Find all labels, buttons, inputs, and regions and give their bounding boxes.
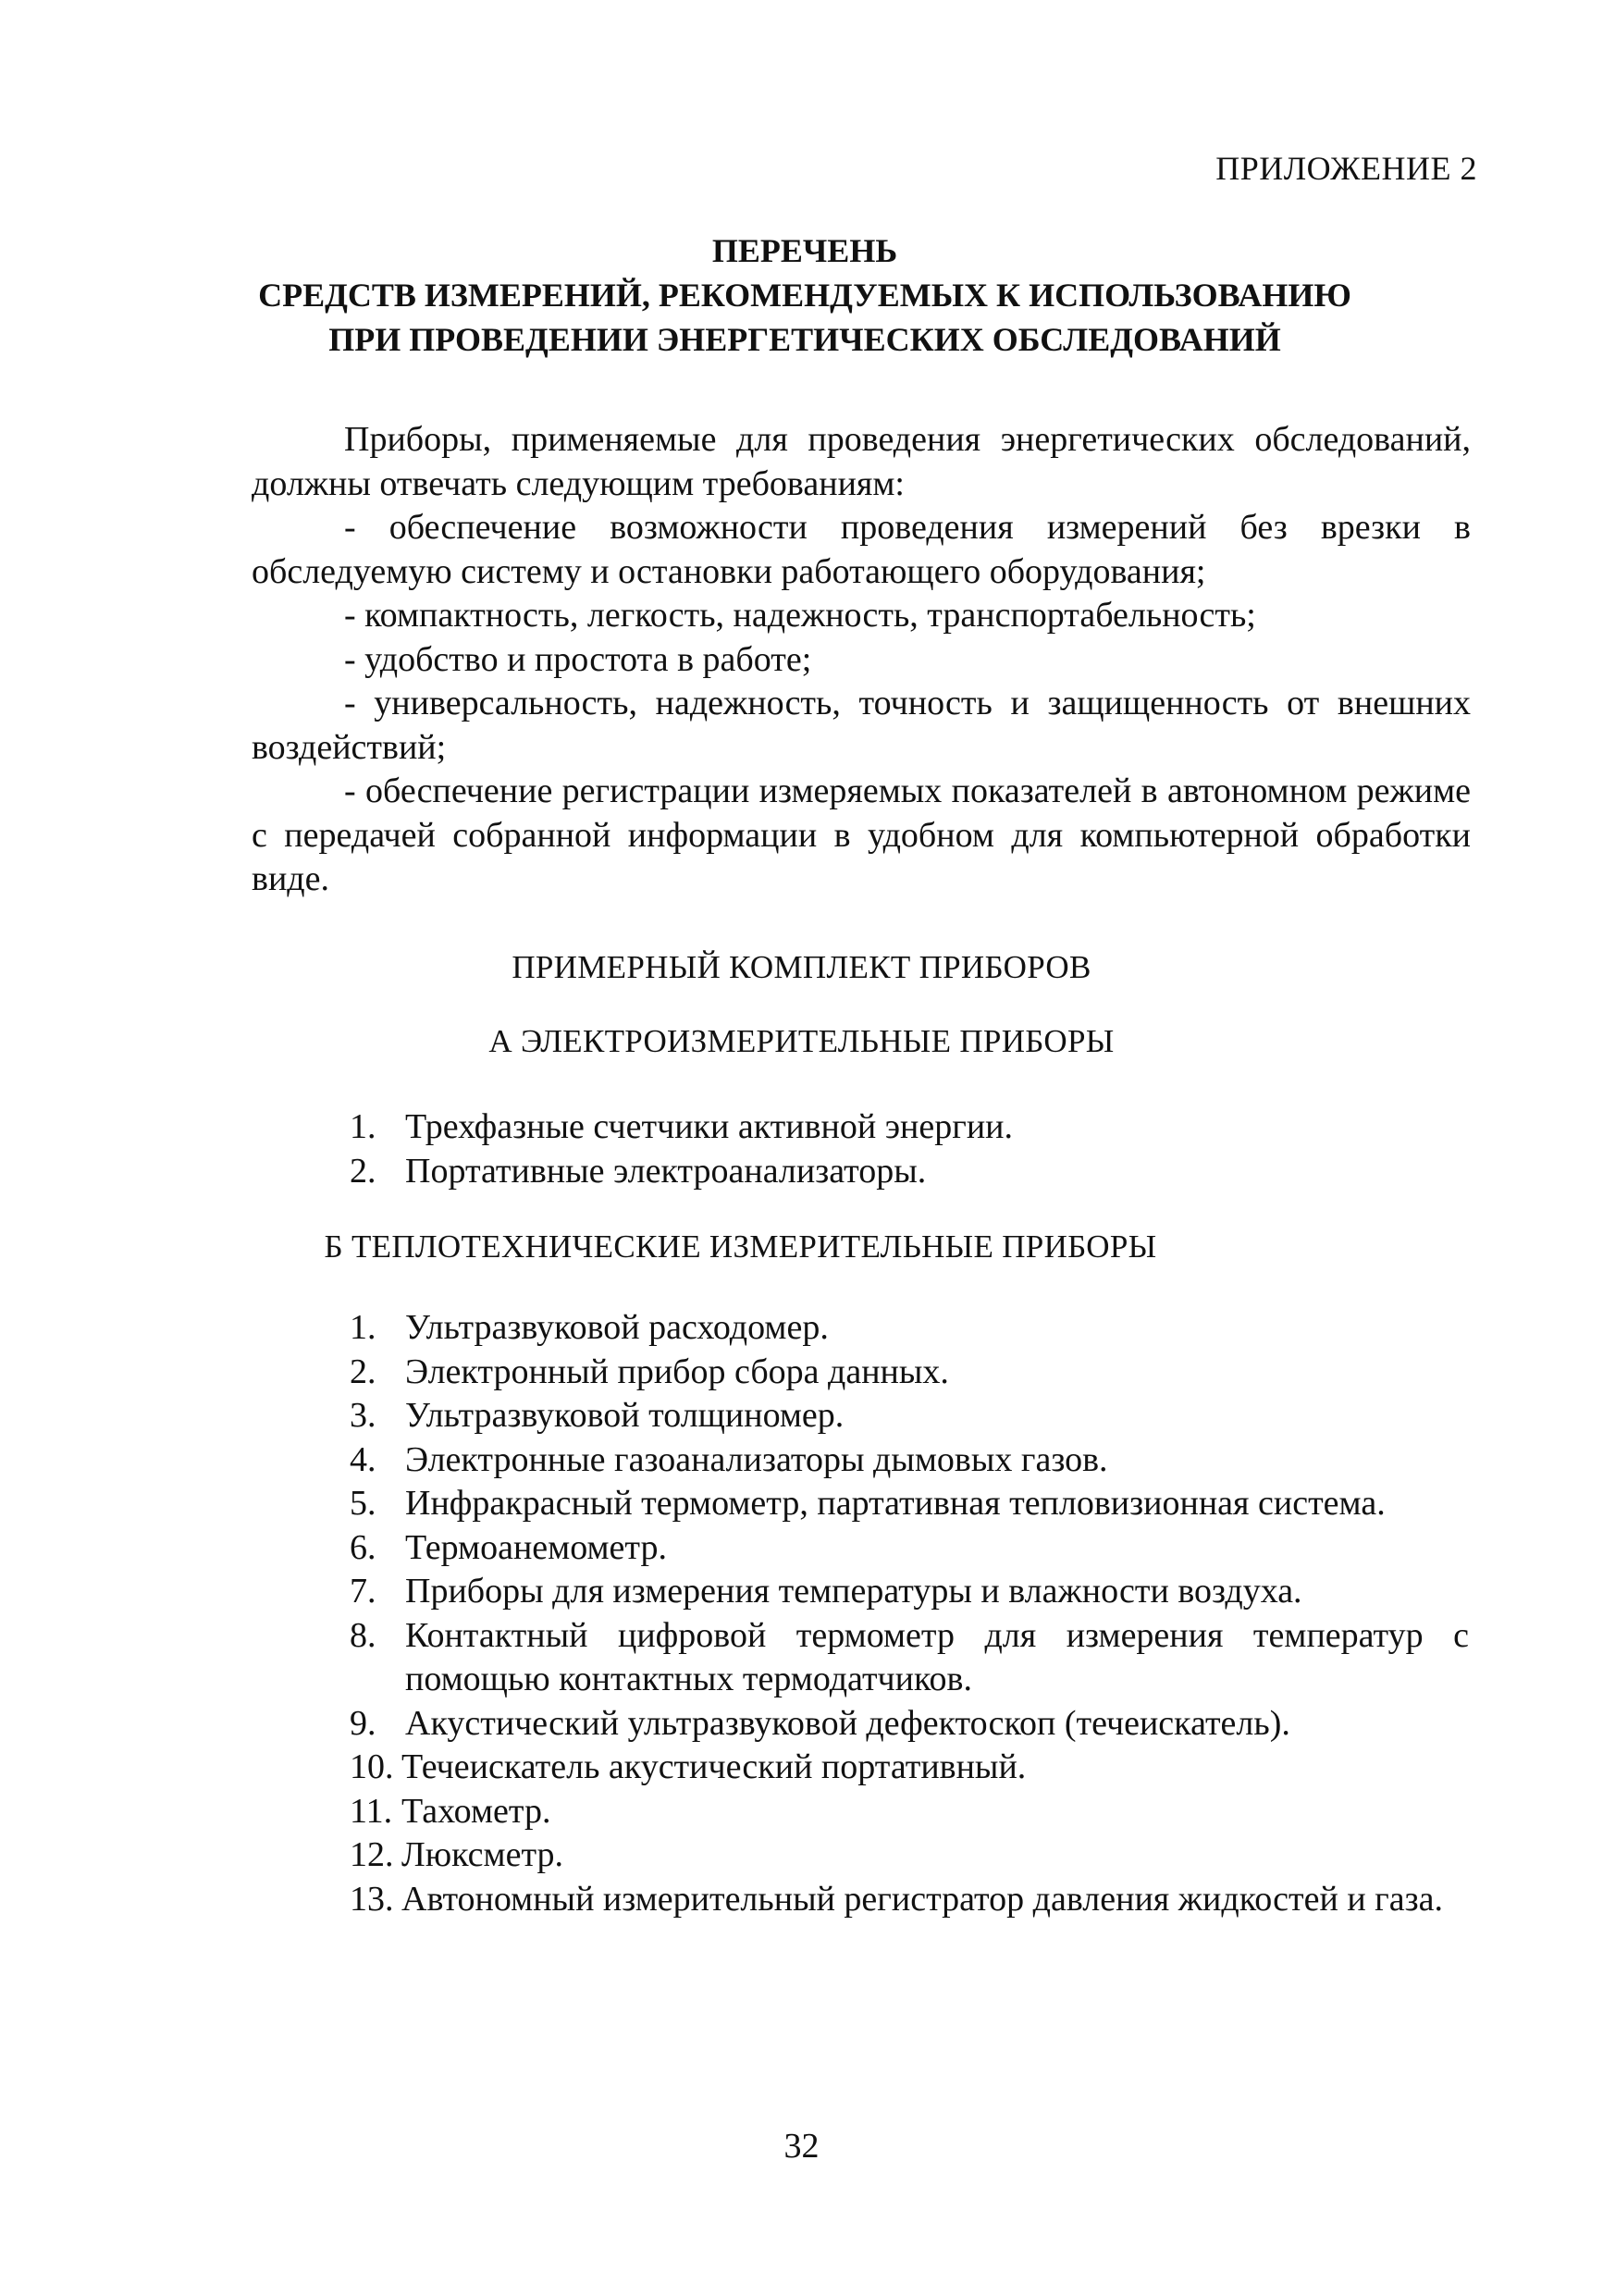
list-item-number: 12. — [350, 1835, 394, 1874]
section-a-list — [350, 1105, 1469, 1193]
list-item-number: 1. — [350, 1107, 376, 1146]
list-item-text: Термоанемометр. — [405, 1527, 667, 1567]
section-a-title: А ЭЛЕКТРОИЗМЕРИТЕЛЬНЫЕ ПРИБОРЫ — [488, 1023, 1115, 1059]
list-item — [350, 1306, 1469, 1351]
list-item-text: Трехфазные счетчики активной энергии. — [405, 1107, 1014, 1146]
requirement-item: - компактность, легкость, надежность, транспортабельность; — [344, 596, 1256, 635]
page-number: 32 — [783, 2127, 820, 2166]
list-item-text: Течеискатель акустический портативный. — [401, 1747, 1027, 1786]
list-item — [350, 1878, 1469, 1922]
list-item-text: Контактный цифровой термометр для измерения температур с помощью контактных термодатчиков. — [405, 1615, 1469, 1698]
requirements-intro: Приборы, применяемые для проведения энергетических обследований, должны отвечать следующим требованиям: — [252, 420, 1471, 503]
list-item — [350, 1570, 1469, 1614]
list-item-text: Электронный прибор сбора данных. — [405, 1352, 949, 1391]
list-item-number: 4. — [350, 1439, 376, 1479]
requirement-item: - универсальность, надежность, точность и защищенность от внешних воздействий; — [252, 684, 1471, 767]
title-line-3: ПРИ ПРОВЕДЕНИИ ЭНЕРГЕТИЧЕСКИХ ОБСЛЕДОВАНИЙ — [328, 321, 1281, 358]
list-item — [350, 1105, 1469, 1150]
title-line-2: СРЕДСТВ ИЗМЕРЕНИЙ, РЕКОМЕНДУЕМЫХ К ИСПОЛЬЗОВАНИЮ — [258, 277, 1351, 314]
list-item-text: Ультразвуковой расходомер. — [405, 1308, 829, 1347]
requirement-item: - обеспечение регистрации измеряемых показателей в автономном режиме с передачей собранной информации в удобном для компьютерной обработки виде. — [252, 772, 1471, 898]
requirements-block — [252, 418, 1471, 902]
list-item-number: 3. — [350, 1396, 376, 1435]
list-item — [350, 1526, 1469, 1571]
section-b-title: Б ТЕПЛОТЕХНИЧЕСКИЕ ИЗМЕРИТЕЛЬНЫЕ ПРИБОРЫ — [324, 1228, 1157, 1265]
section-b-list — [350, 1306, 1469, 1921]
list-item-number: 7. — [350, 1572, 376, 1611]
list-item-number: 1. — [350, 1308, 376, 1347]
list-item-number: 6. — [350, 1527, 376, 1567]
kit-title: ПРИМЕРНЫЙ КОМПЛЕКТ ПРИБОРОВ — [512, 949, 1091, 985]
list-item — [350, 1746, 1469, 1790]
requirement-item: - удобство и простота в работе; — [344, 639, 812, 679]
list-item-text: Автономный измерительный регистратор давления жидкостей и газа. — [401, 1879, 1444, 1919]
list-item — [350, 1614, 1469, 1702]
list-item-number: 13. — [350, 1879, 394, 1919]
list-item — [350, 1833, 1469, 1878]
list-item — [350, 1790, 1469, 1834]
list-item-text: Инфракрасный термометр, партативная тепловизионная система. — [405, 1484, 1386, 1523]
requirement-item: - обеспечение возможности проведения измерений без врезки в обследуемую систему и остановки работающего оборудования; — [252, 508, 1471, 591]
list-item-text: Ультразвуковой толщиномер. — [405, 1396, 845, 1435]
list-item-number: 11. — [350, 1791, 393, 1831]
list-item-number: 5. — [350, 1484, 376, 1523]
title-line-1: ПЕРЕЧЕНЬ — [711, 232, 898, 269]
list-item-number: 2. — [350, 1352, 376, 1391]
list-item-text: Люксметр. — [401, 1835, 564, 1874]
list-item-number: 2. — [350, 1151, 376, 1191]
list-item-text: Тахометр. — [401, 1791, 551, 1831]
list-item — [350, 1702, 1469, 1747]
list-item-text: Приборы для измерения температуры и влажности воздуха. — [405, 1572, 1302, 1611]
list-item-text: Портативные электроанализаторы. — [405, 1151, 927, 1191]
list-item-number: 8. — [350, 1615, 376, 1655]
document-title — [240, 228, 1369, 362]
list-item — [350, 1482, 1469, 1526]
list-item-text: Акустический ультразвуковой дефектоскоп (течеискатель). — [405, 1703, 1290, 1743]
list-item — [350, 1150, 1469, 1194]
list-item-number: 9. — [350, 1703, 376, 1743]
list-item — [350, 1394, 1469, 1438]
list-item-number: 10. — [350, 1747, 394, 1786]
appendix-label: ПРИЛОЖЕНИЕ 2 — [1215, 150, 1477, 187]
list-item — [350, 1438, 1469, 1483]
list-item — [350, 1351, 1469, 1395]
list-item-text: Электронные газоанализаторы дымовых газов. — [405, 1439, 1108, 1479]
